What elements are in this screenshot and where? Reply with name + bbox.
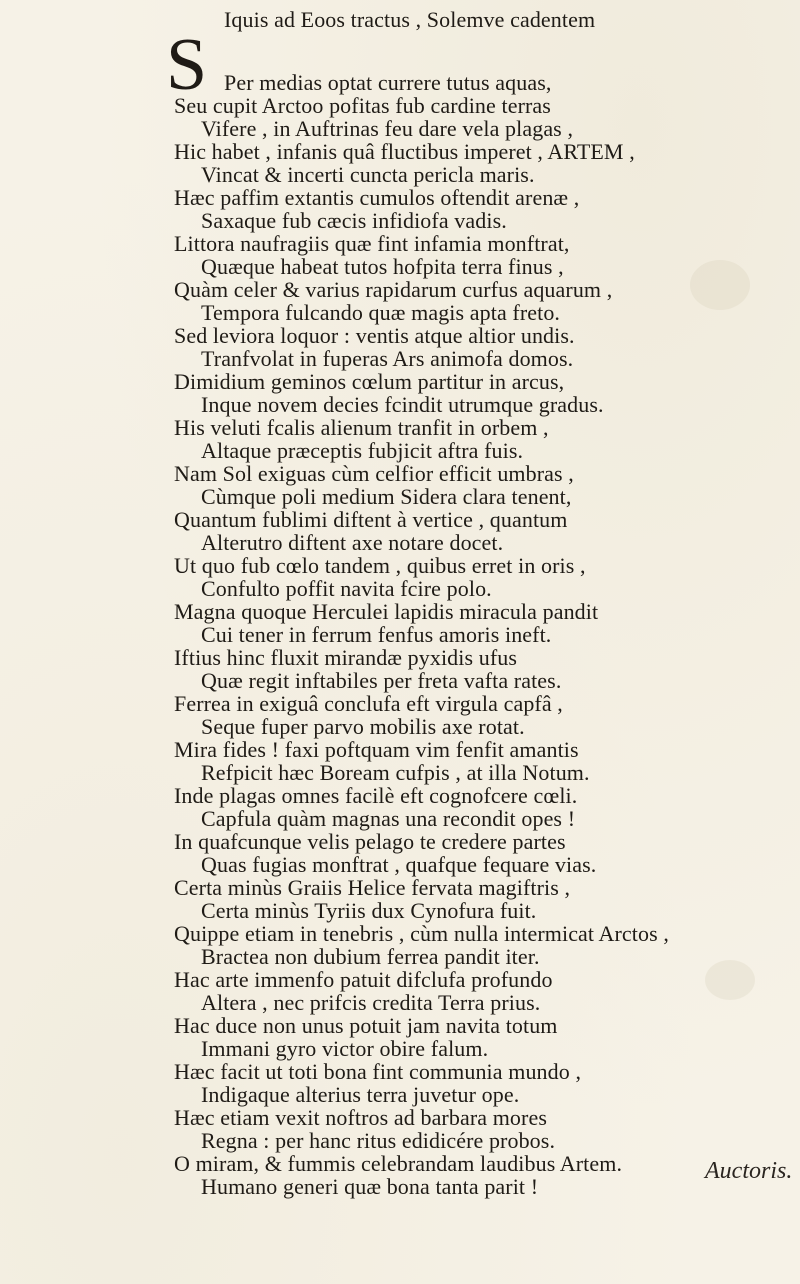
verse-line: Inque novem decies fcindit utrumque gradus. — [201, 392, 604, 417]
verse-line: Hac arte immenfo patuit difclufa profundo — [174, 967, 553, 992]
verse-line: Quæ regit inftabiles per freta vafta rates. — [201, 668, 562, 693]
verse-line: Quàm celer & varius rapidarum curfus aquarum , — [174, 277, 613, 302]
verse-line: Seu cupit Arctoo pofitas fub cardine terras — [174, 93, 551, 118]
verse-line: In quafcunque velis pelago te credere partes — [174, 829, 566, 854]
verse-line: Sed leviora loquor : ventis atque altior undis. — [174, 323, 575, 348]
verse-line: Quas fugias monftrat , quafque fequare vias. — [201, 852, 597, 877]
verse-line: Bractea non dubium ferrea pandit iter. — [201, 944, 540, 969]
verse-line: Magna quoque Herculei lapidis miracula pandit — [174, 599, 599, 624]
verse-line: Humano generi quæ bona tanta parit ! — [201, 1174, 539, 1199]
verse-line: Vincat & incerti cuncta pericla maris. — [201, 162, 535, 187]
verse-line: Hac duce non unus potuit jam navita totum — [174, 1013, 558, 1038]
verse-line: Altera , nec prifcis credita Terra prius. — [201, 990, 541, 1015]
verse-line: Ut quo fub cœlo tandem , quibus erret in oris , — [174, 553, 586, 578]
verse-line: Seque fuper parvo mobilis axe rotat. — [201, 714, 525, 739]
verse-line: Hæc paffim extantis cumulos oftendit arenæ , — [174, 185, 580, 210]
verse-line: Hæc facit ut toti bona fint communia mundo , — [174, 1059, 582, 1084]
verse-line: Vifere , in Auftrinas feu dare vela plagas , — [201, 116, 574, 141]
verse-line: Littora naufragiis quæ fint infamia monftrat, — [174, 231, 570, 256]
verse-line: Saxaque fub cæcis infidiofa vadis. — [201, 208, 507, 233]
verse-line: Regna : per hanc ritus edidicére probos. — [201, 1128, 556, 1153]
verse-line: Immani gyro victor obire falum. — [201, 1036, 489, 1061]
verse-line: Confulto poffit navita fcire polo. — [201, 576, 492, 601]
verse-line: His veluti fcalis alienum tranfit in orbem , — [174, 415, 549, 440]
verse-line: Per medias optat currere tutus aquas, — [224, 70, 552, 95]
verse-line: Hic habet , infanis quâ fluctibus imperet , ARTEM , — [174, 139, 635, 164]
verse-line: Nam Sol exiguas cùm celfior efficit umbras , — [174, 461, 574, 486]
verse-line: Cui tener in ferrum fenfus amoris ineft. — [201, 622, 552, 647]
verse-line: Iquis ad Eoos tractus , Solemve cadentem — [224, 7, 596, 32]
drop-cap: S — [166, 24, 208, 106]
verse-line: Capfula quàm magnas una recondit opes ! — [201, 806, 576, 831]
verse-line: Tranfvolat in fuperas Ars animofa domos. — [201, 346, 574, 371]
verse-line: Quippe etiam in tenebris , cùm nulla intermicat Arctos , — [174, 921, 669, 946]
verse-line: Quæque habeat tutos hofpita terra finus , — [201, 254, 564, 279]
verse-line: Certa minùs Tyriis dux Cynofura fuit. — [201, 898, 537, 923]
verse-line: Mira fides ! faxi poftquam vim fenfit amantis — [174, 737, 579, 762]
verse-line: Altaque præceptis fubjicit aftra fuis. — [201, 438, 524, 463]
verse-line: Iftius hinc fluxit mirandæ pyxidis ufus — [174, 645, 518, 670]
verse-line: Refpicit hæc Boream cufpis , at illa Notum. — [201, 760, 590, 785]
verse-line: Cùmque poli medium Sidera clara tenent, — [201, 484, 572, 509]
verse-line: Indigaque alterius terra juvetur ope. — [201, 1082, 520, 1107]
author-signature: Auctoris. — [705, 1158, 793, 1184]
verse-line: O miram, & fummis celebrandam laudibus Artem. — [174, 1151, 623, 1176]
verse-line: Dimidium geminos cœlum partitur in arcus, — [174, 369, 565, 394]
verse-line: Tempora fulcando quæ magis apta freto. — [201, 300, 561, 325]
verse-line: Hæc etiam vexit noftros ad barbara mores — [174, 1105, 547, 1130]
verse-line: Alterutro diftent axe notare docet. — [201, 530, 504, 555]
verse-line: Inde plagas omnes facilè eft cognofcere cœli. — [174, 783, 578, 808]
verse-line: Quantum fublimi diftent à vertice , quantum — [174, 507, 568, 532]
verse-line: Ferrea in exiguâ conclufa eft virgula capfâ , — [174, 691, 563, 716]
verse-line: Certa minùs Graiis Helice fervata magiftris , — [174, 875, 571, 900]
